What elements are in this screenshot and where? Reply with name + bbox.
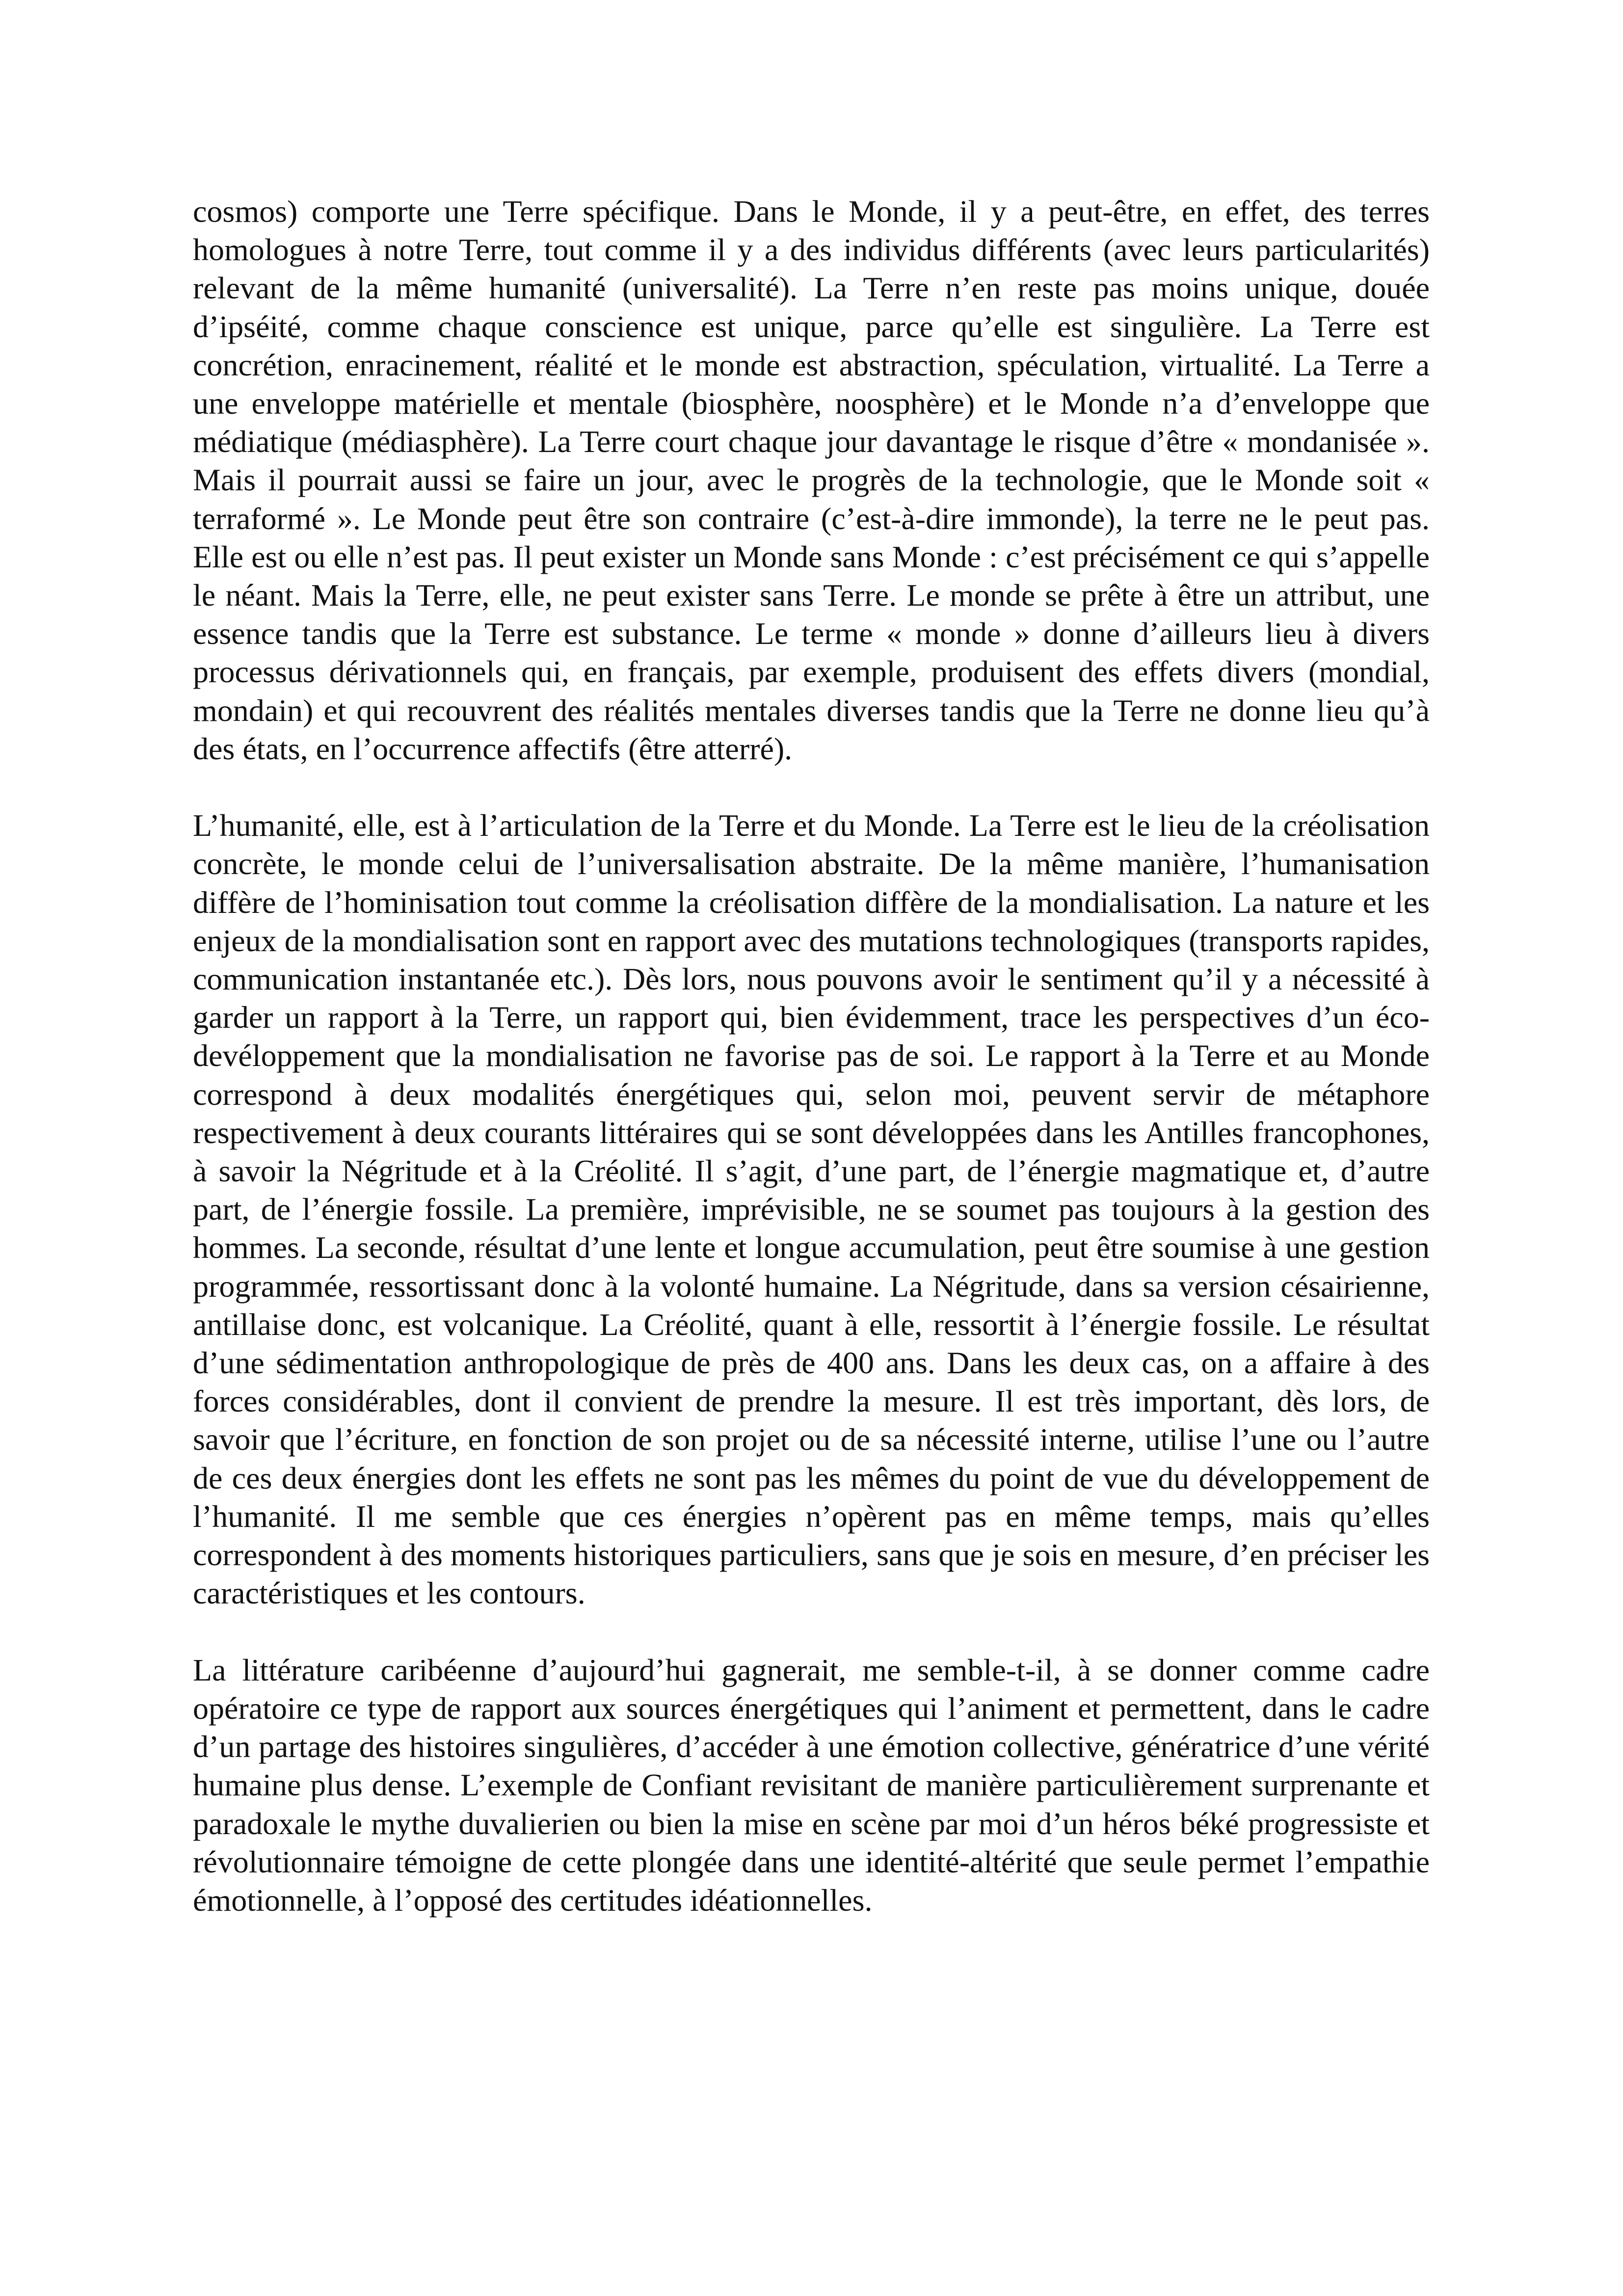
paragraph-humanite: L’humanité, elle, est à l’articulation de la Terre et du Monde. La Terre est le lieu de la créolisation concrète, le monde celui de l’universalisation abstraite. De la même manière, l’humanisation diffère de l’hominisation tout comme la créolisation diffère de la mondialisation. La nature et les enjeux de la mondialisation sont en rapport avec des mutations technologiques (transports rapides, communication instantanée etc.). Dès lors, nous pouvons avoir le sentiment qu’il y a nécessité à garder un rapport à la Terre, un rapport qui, bien évidemment, trace les perspectives d’un éco-devéloppement que la mondialisation ne favorise pas de soi. Le rapport à la Terre et au Monde correspond à deux modalités énergétiques qui, selon moi, peuvent servir de métaphore respectivement à deux courants littéraires qui se sont développées dans les Antilles francophones, à savoir la Négritude et à la Créolité. Il s’agit, d’une part, de l’énergie magmatique et, d’autre part, de l’énergie fossile. La première, imprévisible, ne se soumet pas toujours à la gestion des hommes. La seconde, résultat d’une lente et longue accumulation, peut être soumise à une gestion programmée, ressortissant donc à la volonté humaine. La Négritude, dans sa version césairienne, antillaise donc, est volcanique. La Créolité, quant à elle, ressortit à l’énergie fossile. Le résultat d’une sédimentation anthropologique de près de 400 ans. Dans les deux cas, on a affaire à des forces considérables, dont il convient de prendre la mesure. Il est très important, dès lors, de savoir que l’écriture, en fonction de son projet ou de sa nécessité interne, utilise l’une ou l’autre de ces deux énergies dont les effets ne sont pas les mêmes du point de vue du développement de l’humanité. Il me semble que ces énergies n’opèrent pas en même temps, mais qu’elles correspondent à des moments historiques particuliers, sans que je sois en mesure, d’en préciser les caractéristiques et les contours. [193, 808, 1430, 1611]
document-body [193, 192, 1430, 1920]
paragraph-terre-monde: cosmos) comporte une Terre spécifique. Dans le Monde, il y a peut-être, en effet, des terres homologues à notre Terre, tout comme il y a des individus différents (avec leurs particularités) relevant de la même humanité (universalité). La Terre n’en reste pas moins unique, douée d’ipséité, comme chaque conscience est unique, parce qu’elle est singulière. La Terre est concrétion, enracinement, réalité et le monde est abstraction, spéculation, virtualité. La Terre a une enveloppe matérielle et mentale (biosphère, noosphère) et le Monde n’a d’enveloppe que médiatique (médiasphère). La Terre court chaque jour davantage le risque d’être « mondanisée ». Mais il pourrait aussi se faire un jour, avec le progrès de la technologie, que le Monde soit « terraformé ». Le Monde peut être son contraire (c’est-à-dire immonde), la terre ne le peut pas. Elle est ou elle n’est pas. Il peut exister un Monde sans Monde : c’est précisément ce qui s’appelle le néant. Mais la Terre, elle, ne peut exister sans Terre. Le monde se prête à être un attribut, une essence tandis que la Terre est substance. Le terme « monde » donne d’ailleurs lieu à divers processus dérivationnels qui, en français, par exemple, produisent des effets divers (mondial, mondain) et qui recouvrent des réalités mentales diverses tandis que la Terre ne donne lieu qu’à des états, en l’occurrence affectifs (être atterré). [193, 194, 1430, 766]
paragraph-litterature-caribeenne: La littérature caribéenne d’aujourd’hui gagnerait, me semble-t-il, à se donner comme cadre opératoire ce type de rapport aux sources énergétiques qui l’animent et permettent, dans le cadre d’un partage des histoires singulières, d’accéder à une émotion collective, génératrice d’une vérité humaine plus dense. L’exemple de Confiant revisitant de manière particulièrement surprenante et paradoxale le mythe duvalierien ou bien la mise en scène par moi d’un héros béké progressiste et révolutionnaire témoigne de cette plongée dans une identité-altérité que seule permet l’empathie émotionnelle, à l’opposé des certitudes idéationnelles. [193, 1652, 1430, 1918]
